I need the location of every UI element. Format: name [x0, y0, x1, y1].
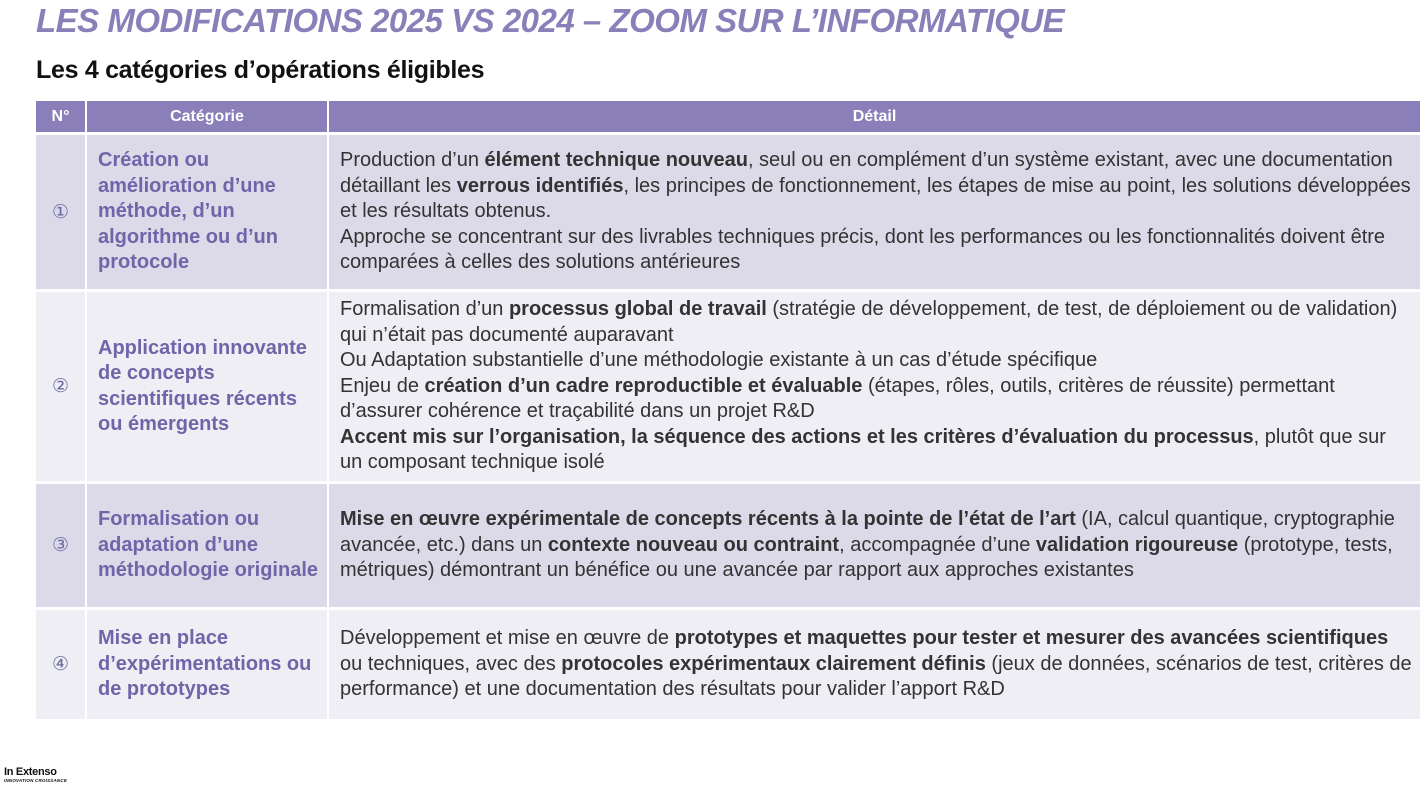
detail-text: (jeux de données, scénarios de test, critères de performance) et une documentation des résultats pour valider l’apport R&D: [340, 652, 1412, 700]
detail-text: Approche se concentrant sur des livrables techniques précis, dont les performances ou les fonctionnalités doivent être comparées à celles des solutions antérieures: [340, 225, 1386, 274]
categories-table: [36, 101, 1420, 719]
detail-text: , plutôt que sur un composant technique isolé: [340, 425, 1386, 474]
detail-paragraph: [340, 626, 1412, 703]
row-number: ③: [36, 483, 86, 609]
detail-emphasis: Accent mis sur l’organisation, la séquence des actions et les critères d’évaluation du processus: [340, 425, 1254, 448]
table-row: [36, 134, 1420, 291]
detail-text: Production d’un: [340, 149, 485, 172]
detail-text: , accompagnée d’une: [839, 533, 1036, 556]
detail-paragraph: [340, 425, 1412, 476]
detail-text: (IA, calcul quantique, cryptographie avancée, etc.) dans un: [340, 508, 1395, 556]
detail-paragraph: [340, 225, 1412, 276]
header-num: N°: [36, 101, 86, 134]
detail-text: (prototype, tests, métriques) démontrant un bénéfice ou une avancée par rapport aux approches existantes: [340, 533, 1393, 582]
detail-emphasis: protocoles expérimentaux clairement définis: [561, 652, 986, 675]
detail-text: Formalisation d’un: [340, 298, 509, 321]
detail-text: Enjeu de: [340, 374, 425, 397]
detail-paragraph: [340, 348, 1412, 374]
detail-emphasis: prototypes et maquettes pour tester et mesurer des avancées scientifiques: [674, 627, 1389, 649]
detail-paragraph: [340, 297, 1412, 348]
row-detail: [328, 609, 1420, 719]
row-number: ②: [36, 291, 86, 483]
row-detail: [328, 483, 1420, 609]
detail-text: (stratégie de développement, de test, de déploiement ou de validation) qui n’était pas documenté auparavant: [340, 298, 1398, 346]
detail-text: Développement et mise en œuvre de: [340, 627, 675, 649]
row-number: ①: [36, 134, 86, 291]
detail-text: , seul ou en complément d’un système existant, avec une documentation détaillant les: [340, 149, 1393, 197]
detail-text: (étapes, rôles, outils, critères de réussite) permettant d’assurer cohérence et traçabilité dans un projet R&D: [340, 374, 1335, 423]
detail-text: ou techniques, avec des: [340, 652, 562, 675]
detail-emphasis: verrous identifiés: [456, 174, 624, 197]
row-number: ④: [36, 609, 86, 719]
table-row: [36, 483, 1420, 609]
logo-sub-text: INNOVATION CROISSANCE: [4, 778, 68, 783]
row-category: Mise en place d’expérimentations ou de prototypes: [86, 609, 328, 719]
row-detail: [328, 291, 1420, 483]
in-extenso-logo: [4, 767, 67, 784]
row-detail: [328, 134, 1420, 291]
detail-paragraph: [340, 507, 1412, 584]
table-header-row: [36, 101, 1420, 134]
detail-emphasis: validation rigoureuse: [1035, 533, 1239, 556]
detail-emphasis: contexte nouveau ou contraint: [547, 533, 840, 556]
detail-emphasis: création d’un cadre reproductible et évaluable: [424, 374, 863, 397]
detail-emphasis: Mise en œuvre expérimentale de concepts récents à la pointe de l’état de l’art: [340, 508, 1076, 531]
row-category: Application innovante de concepts scientifiques récents ou émergents: [86, 291, 328, 483]
slide-subtitle: Les 4 catégories d’opérations éligibles: [36, 56, 485, 84]
header-detail: Détail: [328, 101, 1420, 134]
detail-emphasis: processus global de travail: [508, 298, 767, 321]
detail-text: Ou Adaptation substantielle d’une méthodologie existante à un cas d’étude spécifique: [340, 349, 1098, 372]
detail-emphasis: élément technique nouveau: [484, 149, 748, 172]
table-row: [36, 609, 1420, 719]
row-category: Formalisation ou adaptation d’une méthodologie originale: [86, 483, 328, 609]
detail-text: , les principes de fonctionnement, les étapes de mise au point, les solutions développées et les résultats obtenus.: [340, 174, 1411, 223]
table-row: [36, 291, 1420, 483]
row-category: Création ou amélioration d’une méthode, d’un algorithme ou d’un protocole: [86, 134, 328, 291]
logo-main-text: In Extenso: [4, 766, 57, 778]
slide-title: LES MODIFICATIONS 2025 VS 2024 – ZOOM SUR L’INFORMATIQUE: [36, 2, 1065, 39]
detail-paragraph: [340, 148, 1412, 225]
header-category: Catégorie: [86, 101, 328, 134]
detail-paragraph: [340, 374, 1412, 425]
